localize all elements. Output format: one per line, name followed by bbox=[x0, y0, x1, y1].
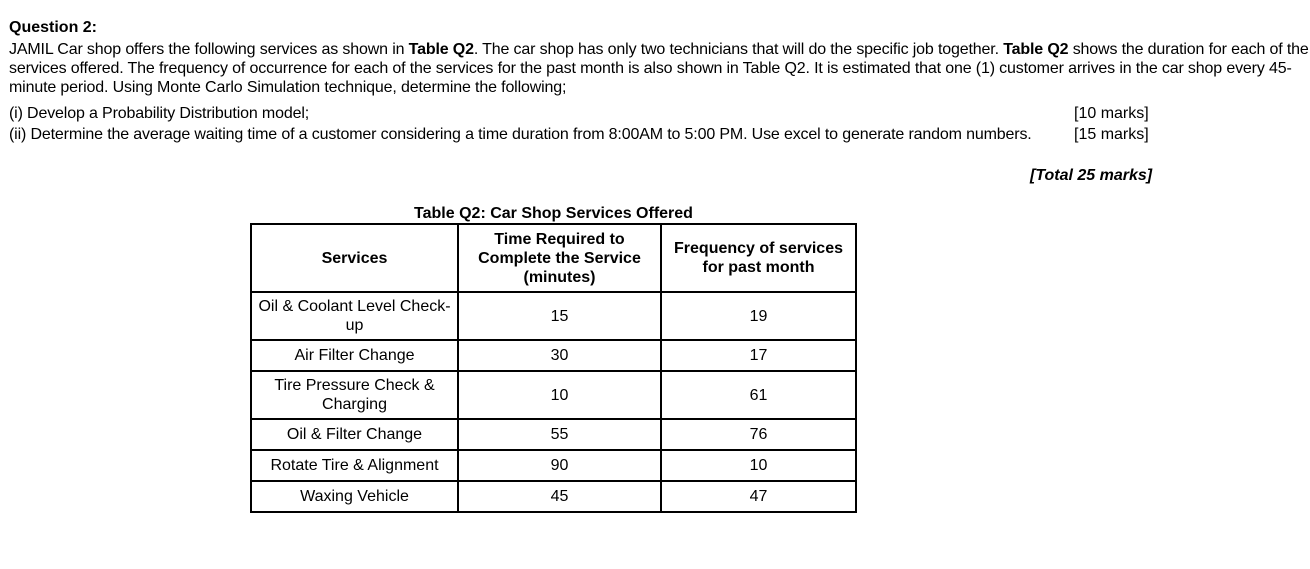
service-name-cell bbox=[251, 481, 458, 512]
paragraph-line-3: minute period. Using Monte Carlo Simulation technique, determine the following; bbox=[9, 79, 567, 96]
time-cell: 15 bbox=[458, 292, 661, 340]
service-name: Waxing Vehicle bbox=[300, 488, 409, 505]
frequency-cell: 17 bbox=[661, 340, 856, 371]
services-table bbox=[250, 223, 857, 513]
table-row bbox=[251, 340, 856, 371]
paragraph-line-1 bbox=[9, 40, 1309, 59]
frequency-cell: 76 bbox=[661, 419, 856, 450]
table-reference: Table Q2 bbox=[408, 41, 474, 58]
table-row bbox=[251, 419, 856, 450]
table-header-row bbox=[251, 224, 856, 292]
table-row bbox=[251, 450, 856, 481]
table-row bbox=[251, 371, 856, 419]
paragraph-text: JAMIL Car shop offers the following services as shown in bbox=[9, 41, 409, 58]
question-title: Question 2: bbox=[9, 19, 98, 36]
header-services: Services bbox=[251, 224, 458, 292]
total-marks: [Total 25 marks] bbox=[1030, 167, 1153, 184]
table-row bbox=[251, 292, 856, 340]
question-paragraph bbox=[9, 40, 1309, 97]
frequency-cell: 10 bbox=[661, 450, 856, 481]
frequency-cell: 61 bbox=[661, 371, 856, 419]
time-cell: 90 bbox=[458, 450, 661, 481]
sub-question-ii-marks: [15 marks] bbox=[1074, 126, 1149, 143]
header-frequency: Frequency of services for past month bbox=[661, 224, 856, 292]
time-cell: 55 bbox=[458, 419, 661, 450]
time-cell: 10 bbox=[458, 371, 661, 419]
frequency-cell: 19 bbox=[661, 292, 856, 340]
sub-question-i-marks: [10 marks] bbox=[1074, 105, 1149, 122]
service-name: Rotate Tire & Alignment bbox=[270, 457, 439, 474]
sub-question-ii: (ii) Determine the average waiting time of a customer considering a time duration from 8:00AM to 5:00 PM. Use excel to generate random numbers. bbox=[9, 126, 1032, 143]
time-cell: 30 bbox=[458, 340, 661, 371]
header-time-required: Time Required to Complete the Service (minutes) bbox=[458, 224, 661, 292]
table-reference: Table Q2 bbox=[1003, 41, 1069, 58]
table-row bbox=[251, 481, 856, 512]
service-name-cell bbox=[251, 371, 458, 419]
service-name: Oil & Coolant Level Check-up bbox=[258, 298, 451, 334]
table-caption: Table Q2: Car Shop Services Offered bbox=[414, 205, 693, 222]
service-name-cell bbox=[251, 450, 458, 481]
service-name-cell bbox=[251, 340, 458, 371]
service-name: Air Filter Change bbox=[294, 347, 415, 364]
paragraph-text: shows the duration for each of the bbox=[1068, 41, 1309, 58]
frequency-cell: 47 bbox=[661, 481, 856, 512]
service-name-cell bbox=[251, 419, 458, 450]
time-cell: 45 bbox=[458, 481, 661, 512]
paragraph-line-2: services offered. The frequency of occurrence for each of the services for the past month is also shown in Table Q2. It is estimated that one (1) customer arrives in the car shop every 45- bbox=[9, 60, 1292, 77]
service-name-cell bbox=[251, 292, 458, 340]
service-name: Oil & Filter Change bbox=[286, 426, 423, 443]
service-name: Tire Pressure Check & Charging bbox=[274, 377, 435, 413]
sub-question-i: (i) Develop a Probability Distribution model; bbox=[9, 105, 310, 122]
paragraph-text: . The car shop has only two technicians that will do the specific job together. bbox=[473, 41, 1004, 58]
